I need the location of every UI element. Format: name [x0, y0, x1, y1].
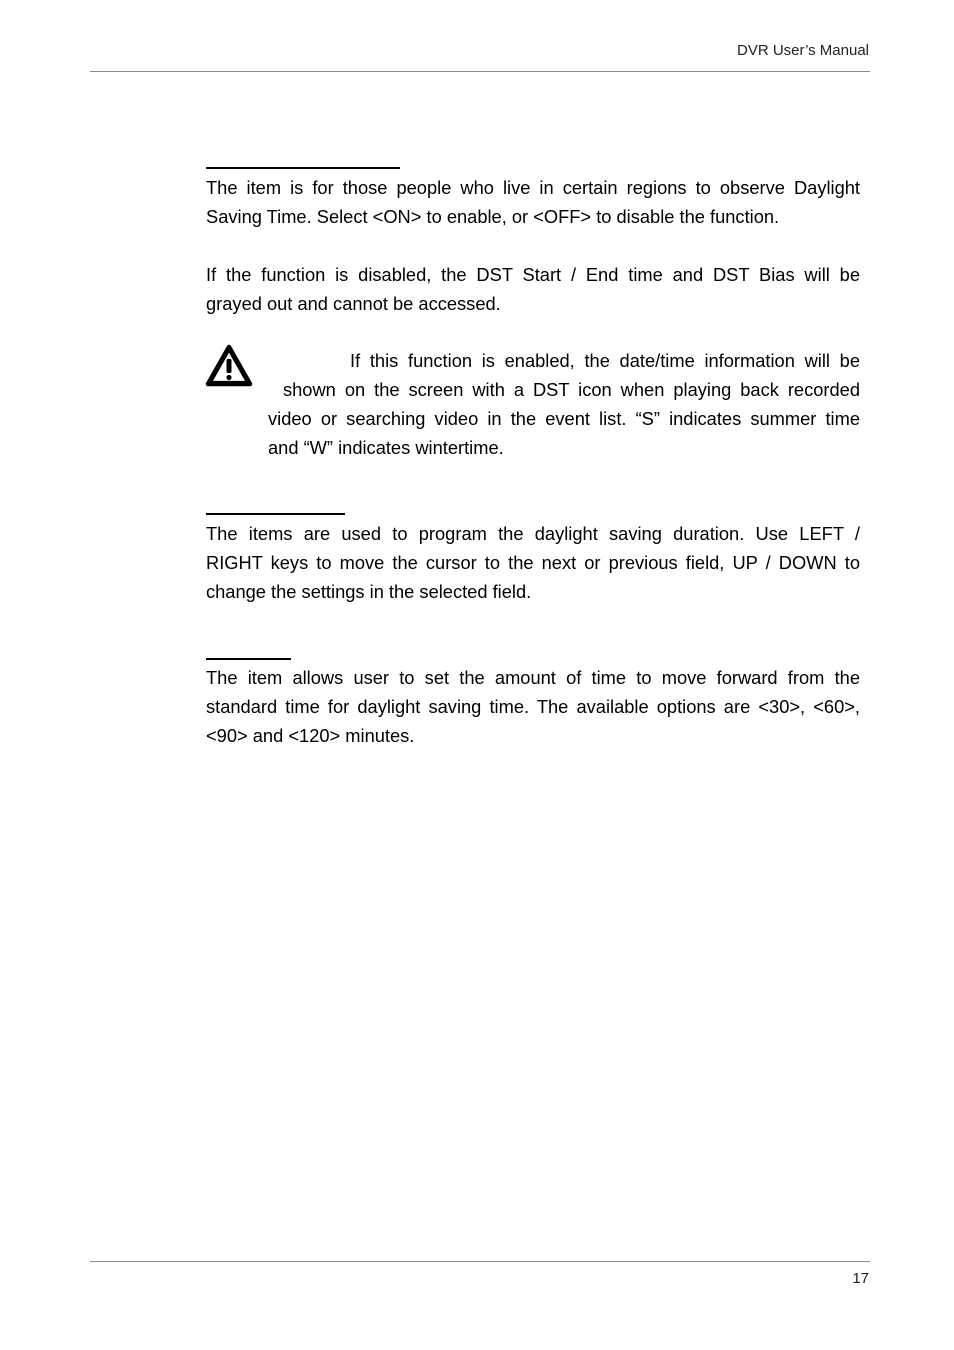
start-end-paragraph — [206, 519, 860, 606]
paragraph-line: standard time for daylight saving time. The available options are <30>, <60>, — [206, 696, 860, 717]
bias-paragraph — [206, 663, 860, 750]
note-line: and “W” indicates wintertime. — [268, 437, 504, 458]
footer-divider — [90, 1261, 870, 1262]
warning-triangle-icon — [205, 344, 253, 388]
paragraph-line: RIGHT keys to move the cursor to the next or previous field, UP / DOWN to — [206, 552, 860, 573]
paragraph-line: The item allows user to set the amount of time to move forward from the — [206, 667, 860, 688]
section-heading-underline-start-end — [206, 513, 345, 515]
note-line: video or searching video in the event list. “S” indicates summer time — [268, 408, 860, 429]
note-line: If this function is enabled, the date/time information will be — [350, 350, 860, 371]
manual-title: DVR User’s Manual — [737, 42, 869, 59]
daylight-saving-paragraph — [206, 173, 860, 231]
section-heading-underline-daylight-saving — [206, 167, 400, 169]
paragraph-line: If the function is disabled, the DST Start / End time and DST Bias will be — [206, 264, 860, 285]
header-divider — [90, 71, 870, 72]
section-heading-underline-bias — [206, 658, 291, 660]
disabled-note-paragraph — [206, 260, 860, 318]
paragraph-line: Saving Time. Select <ON> to enable, or <OFF> to disable the function. — [206, 206, 780, 227]
paragraph-line: The item is for those people who live in certain regions to observe Daylight — [206, 177, 860, 198]
paragraph-line: The items are used to program the daylight saving duration. Use LEFT / — [206, 523, 860, 544]
paragraph-line: <90> and <120> minutes. — [206, 725, 415, 746]
paragraph-line: grayed out and cannot be accessed. — [206, 293, 501, 314]
page-number: 17 — [852, 1270, 869, 1287]
paragraph-line: change the settings in the selected field. — [206, 581, 532, 602]
note-line: shown on the screen with a DST icon when playing back recorded — [283, 379, 860, 400]
